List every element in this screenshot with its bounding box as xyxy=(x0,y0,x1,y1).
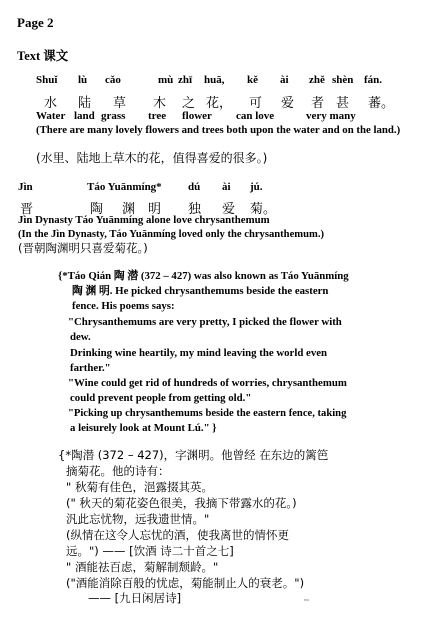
gloss-word: can love xyxy=(236,110,275,122)
note-line: {*Táo Qián 陶 潜 (372 – 427) was also known as Táo Yuānmíng xyxy=(58,270,349,282)
chinese-character: 花， xyxy=(206,96,233,111)
note-quote-line: "Chrysanthemums are very pretty, I picked the flower with xyxy=(68,316,342,328)
chinese-character: 之 xyxy=(182,96,196,111)
pinyin-word: huā, xyxy=(204,74,225,86)
corner-mark: mu xyxy=(304,597,310,602)
chinese-character: 者 xyxy=(311,96,325,111)
sentence1-characters xyxy=(0,92,425,111)
pinyin-word: mù xyxy=(158,74,174,86)
sentence1-translation-zh: (水里、陆地上草木的花，值得喜爱的很多。) xyxy=(36,151,268,165)
chinese-character: 爱 xyxy=(222,202,236,217)
note-line: " 秋菊有佳色，浥露掇其英。 xyxy=(66,480,213,494)
note-quote-line: Drinking wine heartily, my mind leaving the world even xyxy=(70,347,328,359)
chinese-character: 菊。 xyxy=(250,202,277,217)
note-line: fence. His poems says: xyxy=(72,300,175,312)
gloss-word: land xyxy=(74,110,95,122)
pinyin-word: ài xyxy=(280,74,289,86)
note-quote-line: "Picking up chrysanthemums beside the eastern fence, taking xyxy=(68,408,347,419)
chinese-character: 陆 xyxy=(78,96,92,111)
text-heading: Text 课文 xyxy=(17,49,69,63)
note-line: 远。") —— [饮酒 诗二十首之七] xyxy=(66,544,234,558)
pinyin-word: Táo Yuānmíng* xyxy=(87,181,162,193)
pinyin-word: zhě xyxy=(309,74,325,86)
chinese-character: 蕃。 xyxy=(368,96,395,111)
chinese-character: 爱 xyxy=(281,96,295,111)
chinese-character: 陶 xyxy=(90,202,104,217)
gloss-word: Water xyxy=(36,110,66,122)
pinyin-word: lù xyxy=(78,74,88,86)
sentence2-characters xyxy=(0,198,425,217)
sentence2-gloss: Jìn Dynasty Táo Yuānmíng alone love chrysanthemum xyxy=(18,214,270,226)
note-quote-line: "Wine could get rid of hundreds of worries, chrysanthemum xyxy=(68,377,347,389)
pinyin-word: dú xyxy=(188,181,201,193)
pinyin-word: jú. xyxy=(250,181,263,193)
gloss-word: grass xyxy=(101,110,126,122)
pinyin-word: cǎo xyxy=(105,74,121,86)
chinese-character: 渊 xyxy=(122,202,136,217)
pinyin-word: Shuǐ xyxy=(36,74,58,86)
note-quote-line: could prevent people from getting old." xyxy=(70,392,252,404)
sentence2-translation-en: (In the Jìn Dynasty, Táo Yuānmíng loved only the chrysanthemum.) xyxy=(18,229,324,240)
note-quote-line: a leisurely look at Mount Lú." } xyxy=(70,422,217,434)
pinyin-word: ài xyxy=(222,181,231,193)
note-line: (" 秋天的菊花姿色很美，我摘下带露水的花。) xyxy=(66,496,297,510)
note-line: —— [九日闲居诗] xyxy=(88,591,182,605)
sentence2-pinyin xyxy=(0,181,425,197)
note-line: " 酒能祛百虑，菊解制颓龄。" xyxy=(66,560,219,574)
chinese-character: 甚 xyxy=(336,96,350,111)
note-quote-line: dew. xyxy=(70,331,91,343)
pinyin-word: fán. xyxy=(364,74,383,86)
gloss-word: flower xyxy=(182,110,212,122)
note-quote-line: farther." xyxy=(70,362,111,374)
pinyin-word: kě xyxy=(247,74,258,86)
sentence2-translation-zh: (晋朝陶渊明只喜爱菊花。) xyxy=(18,241,148,255)
pinyin-word: shèn xyxy=(332,74,354,86)
note-line: {*陶潜 (372 – 427)，字渊明。他曾经 在东边的篱笆 xyxy=(58,448,329,462)
pinyin-word: Jìn xyxy=(18,181,33,193)
note-line: 摘菊花。他的诗有： xyxy=(66,464,170,478)
sentence1-pinyin xyxy=(0,74,425,90)
note-line: 汎此忘忧物，远我遗世情。" xyxy=(66,512,210,526)
pinyin-word: zhī xyxy=(178,74,193,86)
chinese-character: 木 xyxy=(153,96,167,111)
page-label: Page 2 xyxy=(17,15,54,30)
chinese-character: 水 xyxy=(44,96,58,111)
note-line: ("酒能消除百般的忧虑，菊能制止人的衰老。") xyxy=(66,576,305,590)
note-line: (纵情在这令人忘忧的酒，使我离世的情怀更 xyxy=(66,528,289,542)
note-line: 陶 渊 明. He picked chrysanthemums beside the eastern xyxy=(72,285,329,297)
gloss-word: very many xyxy=(306,110,356,122)
gloss-word: tree xyxy=(148,110,167,122)
chinese-character: 明 xyxy=(148,202,162,217)
chinese-character: 晋 xyxy=(20,202,34,217)
chinese-character: 独 xyxy=(188,202,202,217)
chinese-character: 草 xyxy=(113,96,127,111)
sentence1-translation-en: (There are many lovely flowers and trees both upon the water and on the land.) xyxy=(36,124,401,136)
chinese-character: 可 xyxy=(249,96,263,111)
